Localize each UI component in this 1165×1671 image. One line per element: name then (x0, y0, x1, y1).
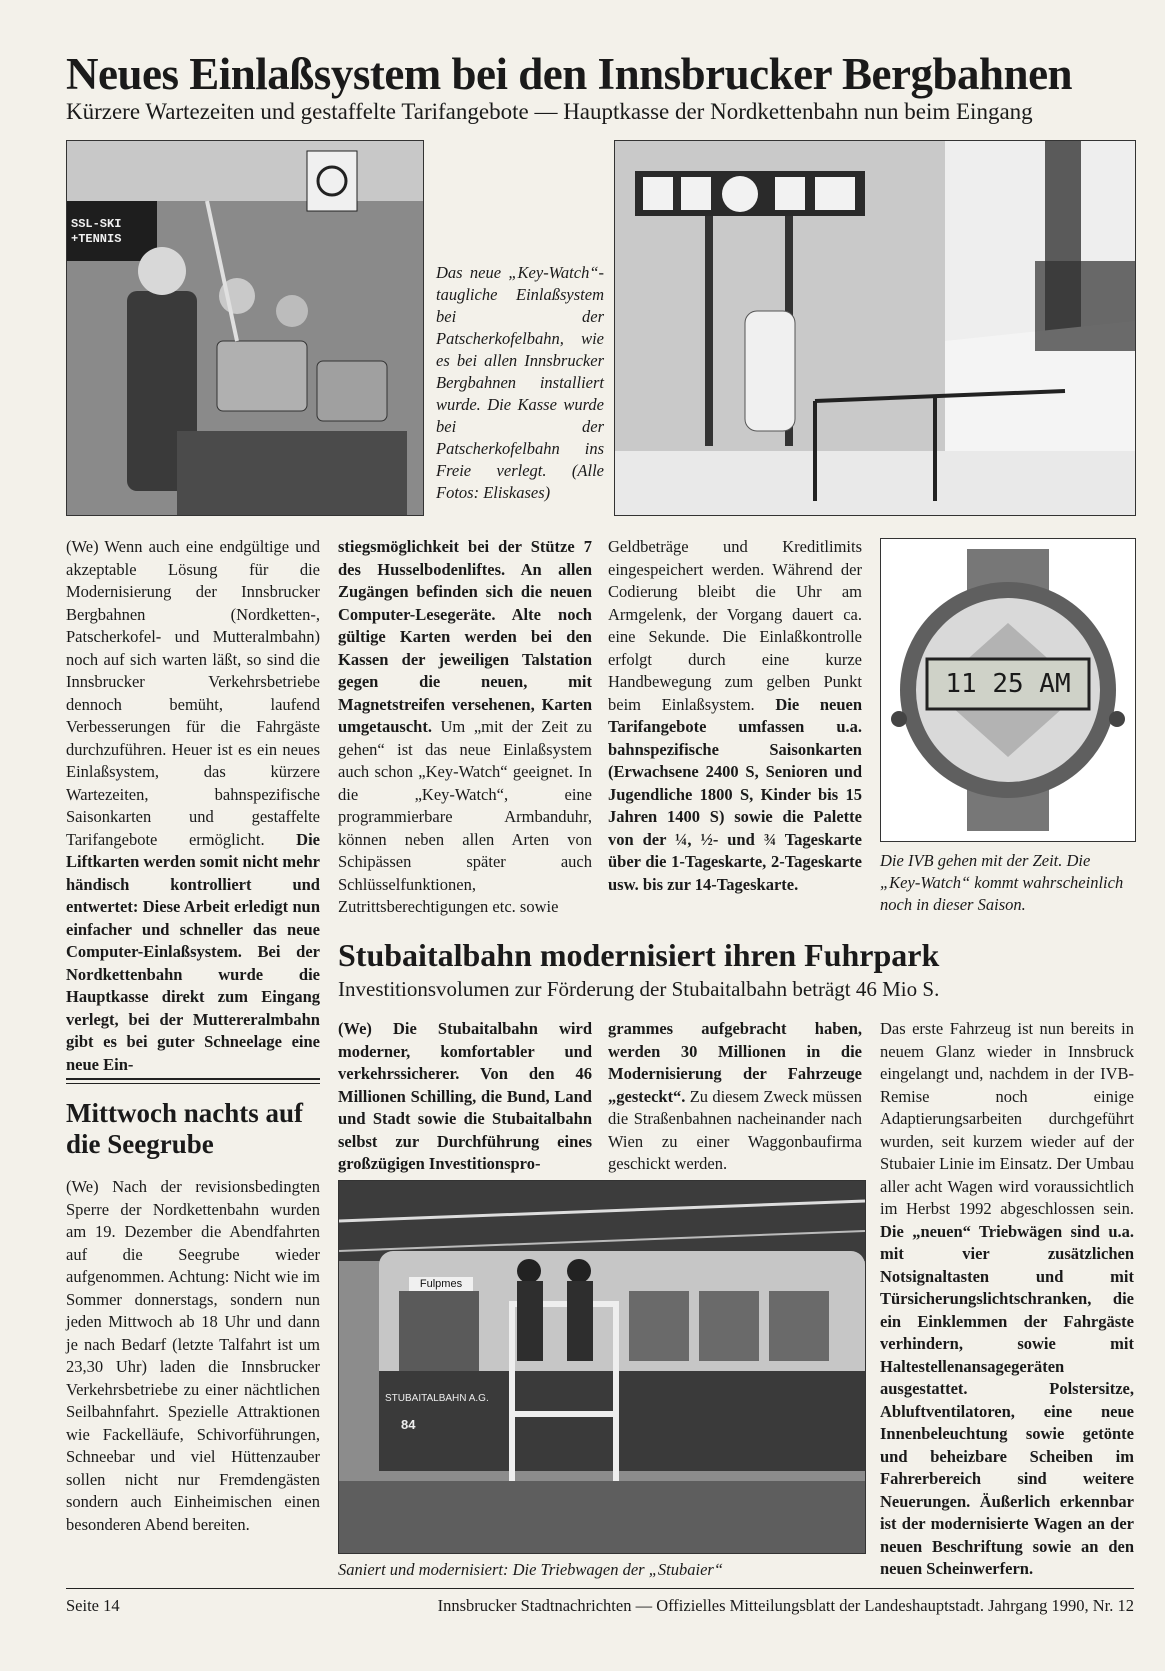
tram-caption: Saniert und modernisiert: Die Triebwagen der „Stubaier“ (338, 1560, 723, 1579)
article1-col1-text: (We) Wenn auch eine endgültige und akzeptable Lösung für die Modernisierung der Innsbrucker Bergbahnen (Nordketten-, Patscherkofel- und Mutteralmbahn) noch auf sich warten läßt, so sind die Innsbrucker Verkehrsbetriebe dennoch bemüht, laufend Verbesserungen für die Fahrgäste durchzuführen. Heuer ist es ein neues Einlaßsystem, das kürzere Wartezeiten, bahnspezifische Saisonkarten und gestaffelte Tarifangebote ermöglicht. (66, 537, 320, 849)
article3-column-2 (608, 1018, 862, 1176)
tram-photo-drawing (339, 1181, 865, 1553)
article3-col3-bold: Die „neuen“ Triebwägen sind u.a. mit vier zusätzlichen Notsignaltasten und mit Türsicherungslichtschranken, die ein Einklemmen der Fahrgäste verhindern, sowie mit Haltestellenansagegeräten ausgestattet. Polstersitze, Abluftventilatoren, eine neue Innenbeleuchtung sowie getönte und beheizbare Scheiben im Fahrerbereich sind weitere Neuerungen. Äußerlich erkennbar ist der modernisierte Wagen an der neuen Beschriftung sowie an den neuen Scheinwerfern. (880, 1221, 1134, 1578)
article3-column-3 (880, 1018, 1134, 1581)
article1-col3-text: Geldbeträge und Kreditlimits eingespeichert werden. Während der Codierung bleibt die Uhr am Armgelenk, der Vorgang dauert ca. eine Sekunde. Die Einlaßkontrolle erfolgt durch eine kurze Handbewegung zum gelben Punkt beim Einlaßsystem. (608, 537, 862, 714)
tram-company-sign: STUBAITALBAHN A.G. (385, 1393, 489, 1404)
publication-line: Innsbrucker Stadtnachrichten — Offizielles Mitteilungsblatt der Landeshauptstadt. Jahrgang 1990, Nr. 12 (437, 1596, 1134, 1615)
article3-col1-bold: (We) Die Stubaitalbahn wird moderner, komfortabler und verkehrssicherer. Von den 46 Millionen Schilling, die Bund, Land und Stadt sowie die Stubaitalbahn selbst zur Durchführung eines großzügigen Investitionspro- (338, 1019, 592, 1173)
page-headline: Neues Einlaßsystem bei den Innsbrucker Bergbahnen (66, 49, 1073, 99)
article3-column-1 (338, 1018, 592, 1176)
article1-column-2 (338, 536, 592, 919)
article1-column-1 (66, 536, 320, 1076)
watch-photo (880, 538, 1136, 842)
section-divider (66, 1078, 320, 1080)
photo-caption-1: Das neue „Key-Watch“-taugliche Einlaßsystem bei der Patscherkofelbahn, wie es bei allen Innsbrucker Bergbahnen installiert wurde. Die Kasse wurde bei der Patscherkofelbahn ins Freie verlegt. (Alle Fotos: Eliskases) (436, 263, 604, 502)
entrance-photo-drawing (615, 141, 1135, 515)
article1-col2-bold: stiegsmöglichkeit bei der Stütze 7 des Husselbodenliftes. An allen Zugängen befinden sich die neuen Computer-Lesegeräte. Alte noch gültige Karten werden bei den Kassen der jeweiligen Talstation gegen die neuen, mit Magnetstreifen versehenen, Karten umgetauscht. (338, 537, 592, 736)
page-number: Seite 14 (66, 1596, 120, 1615)
turnstile-photo-drawing (67, 141, 423, 515)
article2-body: (We) Nach der revisionsbedingten Sperre der Nordkettenbahn wurden am 19. Dezember die Abendfahrten auf die Seegrube wieder aufgenommen. Achtung: Nicht wie im Sommer donnerstags, sondern nun jeden Mittwoch ab 18 Uhr und dann je nach Bedarf (letzte Talfahrt ist um 23,30 Uhr) laden die Innsbrucker Verkehrsbetriebe zu einer nächtlichen Seilbahnfahrt. Spezielle Attraktionen wie Fackelläufe, Schivorführungen, Schneebar und viel Hüttenzauber sollen nicht nur Fremdengästen sondern auch Einheimischen einen besonderen Abend bereiten. (66, 1177, 320, 1534)
tram-number: 84 (401, 1417, 416, 1432)
article1-col1-bold: Die Liftkarten werden somit nicht mehr händisch kontrolliert und entwertet: Diese Arbeit erledigt nun einfacher und schneller das neue Computer-Einlaßsystem. Bei der Nordkettenbahn wurde die Hauptkasse direkt zum Eingang verlegt, bei der Muttereralmbahn gibt es bei guter Schneelage eine neue Ein- (66, 829, 320, 1074)
article2-title: Mittwoch nachts auf die Seegrube (66, 1098, 303, 1159)
tram-photo (338, 1180, 866, 1554)
article3-subhead: Investitionsvolumen zur Förderung der Stubaitalbahn beträgt 46 Mio S. (338, 977, 940, 1001)
watch-caption: Die IVB gehen mit der Zeit. Die „Key-Watch“ kommt wahrscheinlich noch in dieser Saison. (880, 851, 1124, 914)
entrance-photo (614, 140, 1136, 516)
article1-column-3 (608, 536, 862, 896)
article3-headline: Stubaitalbahn modernisiert ihren Fuhrpark (338, 937, 940, 973)
tram-destination-sign: Fulpmes (409, 1277, 473, 1291)
page-subhead: Kürzere Wartezeiten und gestaffelte Tarifangebote — Hauptkasse der Nordkettenbahn nun beim Eingang (66, 99, 1033, 124)
ski-sign: SSL-SKI +TENNIS (71, 217, 122, 246)
article3-col3-text: Das erste Fahrzeug ist nun bereits in neuem Glanz wieder in Innsbruck eingelangt und, nachdem in der IVB-Remise noch einige Adaptierungsarbeiten durchgeführt wurden, seit kurzem wieder auf der Stubaier Linie im Einsatz. Der Umbau aller acht Wagen wird voraussichtlich im Herbst 1992 abgeschlossen sein. (880, 1019, 1134, 1218)
turnstile-photo (66, 140, 424, 516)
footer-rule (66, 1588, 1134, 1589)
section-divider-thin (66, 1083, 320, 1084)
article3-col2-bold: grammes aufgebracht haben, werden 30 Millionen in die Modernisierung der Fahrzeuge „gesteckt“. (608, 1019, 862, 1106)
article1-col3-bold: Die neuen Tarifangebote umfassen u.a. bahnspezifische Saisonkarten (Erwachsene 2400 S, Senioren und Jugendliche 1800 S, Kinder bis 15 Jahren 1400 S) sowie die Palette von der ¼, ½- und ¾ Tageskarte über die 1-Tageskarte, 2-Tageskarte usw. bis zur 14-Tageskarte. (608, 694, 862, 894)
article1-col2-text: Um „mit der Zeit zu gehen“ ist das neue Einlaßsystem auch schon „Key-Watch“ geeignet. In die „Key-Watch“, eine programmierbare Armbanduhr, können neben allen Arten von Schipässen später auch Schlüsselfunktionen, Zutrittsberechtigungen etc. sowie (338, 717, 592, 916)
watch-display: 11 25 AM (945, 669, 1071, 699)
article3-col2-text: Zu diesem Zweck müssen die Straßenbahnen nacheinander nach Wien zu einer Waggonbaufirma geschickt werden. (608, 1086, 862, 1173)
